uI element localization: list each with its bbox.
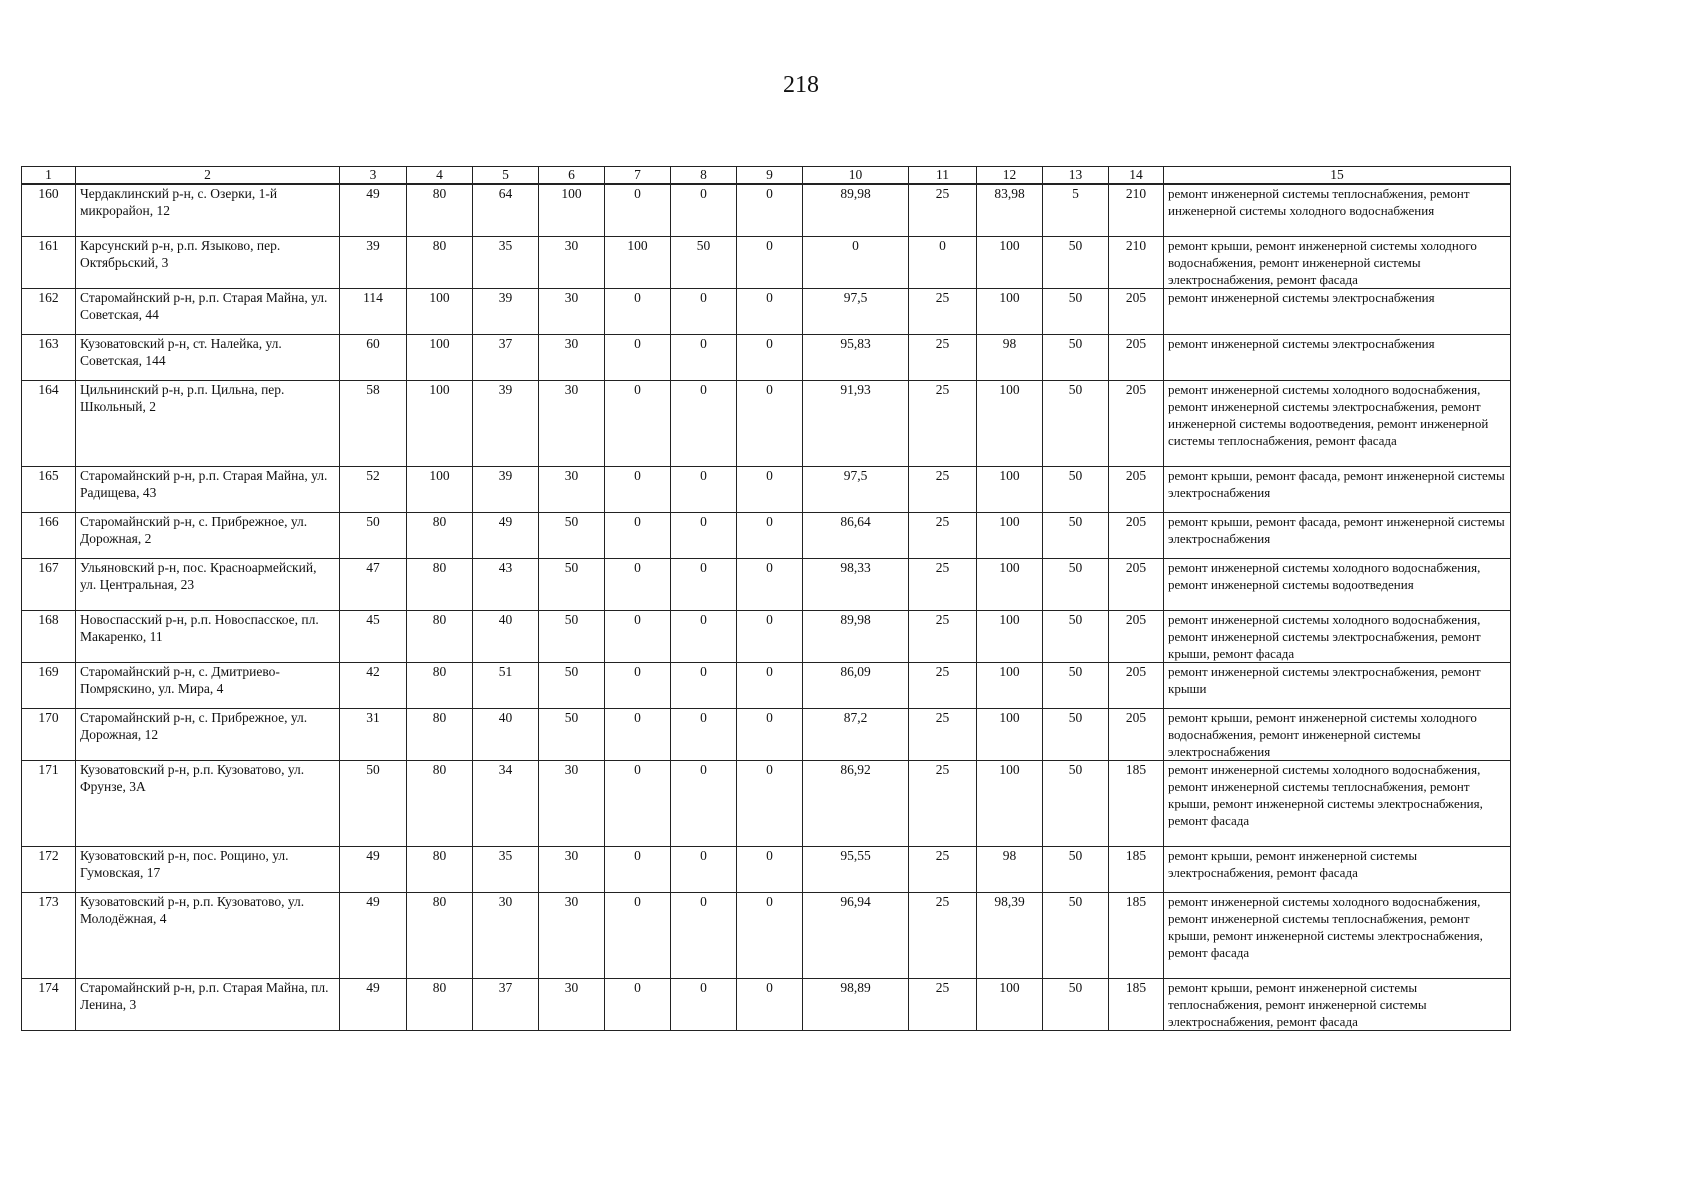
header-row: [22, 167, 1511, 185]
cell-value-c6: 30: [539, 466, 605, 512]
cell-value-c6: 30: [539, 288, 605, 334]
cell-value-c6: 50: [539, 708, 605, 760]
cell-value-c13: 50: [1043, 892, 1109, 978]
cell-value-c5: 30: [473, 892, 539, 978]
table-row: [22, 846, 1511, 892]
cell-value-c5: 34: [473, 760, 539, 846]
cell-value-c7: 100: [605, 236, 671, 288]
cell-value-c14: 205: [1109, 288, 1164, 334]
column-header-6: 6: [539, 167, 605, 185]
cell-address: Старомайнский р-н, с. Прибрежное, ул. Дорожная, 2: [76, 512, 340, 558]
cell-value-c3: 31: [340, 708, 407, 760]
table-row: [22, 288, 1511, 334]
cell-value-c5: 51: [473, 662, 539, 708]
cell-address: Старомайнский р-н, с. Дмитриево-Помряскино, ул. Мира, 4: [76, 662, 340, 708]
cell-value-c9: 0: [737, 288, 803, 334]
cell-row-number: 167: [22, 558, 76, 610]
cell-row-number: 162: [22, 288, 76, 334]
cell-value-c5: 35: [473, 846, 539, 892]
cell-value-c5: 39: [473, 466, 539, 512]
cell-value-c8: 0: [671, 708, 737, 760]
column-header-11: 11: [909, 167, 977, 185]
cell-address: Новоспасский р-н, р.п. Новоспасское, пл. Макаренко, 11: [76, 610, 340, 662]
cell-address: Старомайнский р-н, р.п. Старая Майна, ул. Радищева, 43: [76, 466, 340, 512]
cell-value-c3: 49: [340, 892, 407, 978]
cell-value-c14: 205: [1109, 334, 1164, 380]
cell-value-c6: 50: [539, 558, 605, 610]
cell-works: ремонт крыши, ремонт инженерной системы холодного водоснабжения, ремонт инженерной системы электроснабжения, ремонт фасада: [1164, 236, 1511, 288]
cell-value-c13: 50: [1043, 236, 1109, 288]
cell-value-c6: 30: [539, 380, 605, 466]
cell-value-c8: 0: [671, 760, 737, 846]
table-row: [22, 662, 1511, 708]
cell-value-c7: 0: [605, 512, 671, 558]
cell-value-c7: 0: [605, 558, 671, 610]
cell-value-c5: 49: [473, 512, 539, 558]
cell-value-c13: 50: [1043, 978, 1109, 1030]
cell-value-c8: 0: [671, 610, 737, 662]
cell-value-c11: 25: [909, 708, 977, 760]
cell-value-c12: 100: [977, 760, 1043, 846]
column-header-10: 10: [803, 167, 909, 185]
cell-value-c3: 49: [340, 978, 407, 1030]
cell-value-c3: 50: [340, 512, 407, 558]
cell-value-c10: 87,2: [803, 708, 909, 760]
cell-value-c12: 98: [977, 846, 1043, 892]
cell-value-c8: 0: [671, 466, 737, 512]
cell-value-c6: 50: [539, 610, 605, 662]
cell-value-c8: 0: [671, 334, 737, 380]
cell-value-c13: 50: [1043, 288, 1109, 334]
cell-value-c8: 0: [671, 662, 737, 708]
cell-value-c10: 86,64: [803, 512, 909, 558]
cell-value-c12: 100: [977, 662, 1043, 708]
cell-address: Цильнинский р-н, р.п. Цильна, пер. Школьный, 2: [76, 380, 340, 466]
cell-value-c8: 0: [671, 512, 737, 558]
cell-works: ремонт инженерной системы электроснабжения: [1164, 334, 1511, 380]
cell-value-c4: 80: [407, 708, 473, 760]
cell-value-c9: 0: [737, 662, 803, 708]
table-row: [22, 236, 1511, 288]
cell-works: ремонт крыши, ремонт фасада, ремонт инженерной системы электроснабжения: [1164, 512, 1511, 558]
cell-value-c14: 205: [1109, 466, 1164, 512]
cell-row-number: 161: [22, 236, 76, 288]
cell-value-c10: 89,98: [803, 184, 909, 236]
cell-value-c12: 98: [977, 334, 1043, 380]
cell-value-c10: 91,93: [803, 380, 909, 466]
cell-value-c8: 0: [671, 978, 737, 1030]
column-header-4: 4: [407, 167, 473, 185]
cell-value-c5: 39: [473, 288, 539, 334]
table-row: [22, 892, 1511, 978]
cell-works: ремонт крыши, ремонт инженерной системы холодного водоснабжения, ремонт инженерной системы электроснабжения: [1164, 708, 1511, 760]
cell-value-c11: 25: [909, 558, 977, 610]
cell-value-c6: 30: [539, 892, 605, 978]
cell-value-c10: 89,98: [803, 610, 909, 662]
cell-works: ремонт инженерной системы холодного водоснабжения, ремонт инженерной системы теплоснабжения, ремонт крыши, ремонт инженерной системы электроснабжения, ремонт фасада: [1164, 760, 1511, 846]
cell-value-c6: 30: [539, 760, 605, 846]
table-row: [22, 380, 1511, 466]
cell-works: ремонт инженерной системы холодного водоснабжения, ремонт инженерной системы электроснабжения, ремонт инженерной системы водоотведения, ремонт инженерной системы теплоснабжения, ремонт фасада: [1164, 380, 1511, 466]
cell-value-c3: 114: [340, 288, 407, 334]
cell-row-number: 160: [22, 184, 76, 236]
cell-works: ремонт инженерной системы теплоснабжения, ремонт инженерной системы холодного водоснабжения: [1164, 184, 1511, 236]
cell-value-c5: 39: [473, 380, 539, 466]
cell-row-number: 164: [22, 380, 76, 466]
cell-value-c4: 80: [407, 236, 473, 288]
column-header-15: 15: [1164, 167, 1511, 185]
cell-value-c3: 49: [340, 184, 407, 236]
cell-value-c4: 80: [407, 978, 473, 1030]
cell-value-c13: 50: [1043, 610, 1109, 662]
cell-value-c6: 50: [539, 512, 605, 558]
cell-value-c12: 100: [977, 380, 1043, 466]
cell-value-c10: 96,94: [803, 892, 909, 978]
cell-value-c14: 205: [1109, 610, 1164, 662]
cell-value-c9: 0: [737, 708, 803, 760]
cell-value-c3: 50: [340, 760, 407, 846]
cell-row-number: 170: [22, 708, 76, 760]
cell-value-c8: 0: [671, 380, 737, 466]
cell-value-c10: 97,5: [803, 288, 909, 334]
cell-value-c11: 25: [909, 380, 977, 466]
cell-value-c3: 39: [340, 236, 407, 288]
cell-value-c3: 58: [340, 380, 407, 466]
column-header-5: 5: [473, 167, 539, 185]
cell-value-c7: 0: [605, 380, 671, 466]
cell-value-c13: 50: [1043, 558, 1109, 610]
cell-address: Кузоватовский р-н, пос. Рощино, ул. Гумовская, 17: [76, 846, 340, 892]
cell-value-c3: 52: [340, 466, 407, 512]
column-header-13: 13: [1043, 167, 1109, 185]
cell-value-c8: 0: [671, 184, 737, 236]
cell-value-c4: 100: [407, 380, 473, 466]
cell-value-c7: 0: [605, 662, 671, 708]
cell-value-c10: 97,5: [803, 466, 909, 512]
cell-works: ремонт инженерной системы электроснабжения: [1164, 288, 1511, 334]
cell-works: ремонт инженерной системы электроснабжения, ремонт крыши: [1164, 662, 1511, 708]
cell-value-c13: 50: [1043, 334, 1109, 380]
cell-value-c5: 43: [473, 558, 539, 610]
cell-value-c4: 80: [407, 512, 473, 558]
cell-value-c5: 40: [473, 610, 539, 662]
cell-value-c4: 80: [407, 662, 473, 708]
cell-value-c12: 100: [977, 978, 1043, 1030]
cell-value-c7: 0: [605, 708, 671, 760]
cell-value-c3: 60: [340, 334, 407, 380]
cell-value-c14: 205: [1109, 662, 1164, 708]
column-header-12: 12: [977, 167, 1043, 185]
column-header-2: 2: [76, 167, 340, 185]
cell-row-number: 174: [22, 978, 76, 1030]
cell-value-c10: 86,92: [803, 760, 909, 846]
cell-value-c14: 205: [1109, 512, 1164, 558]
cell-value-c11: 25: [909, 512, 977, 558]
cell-value-c9: 0: [737, 236, 803, 288]
cell-value-c11: 25: [909, 662, 977, 708]
cell-value-c4: 80: [407, 892, 473, 978]
page-number: 218: [783, 72, 819, 98]
cell-address: Кузоватовский р-н, р.п. Кузоватово, ул. Фрунзе, 3А: [76, 760, 340, 846]
cell-value-c12: 100: [977, 512, 1043, 558]
table-body: [22, 184, 1511, 1030]
cell-value-c12: 100: [977, 610, 1043, 662]
cell-value-c7: 0: [605, 978, 671, 1030]
cell-value-c13: 50: [1043, 760, 1109, 846]
cell-value-c9: 0: [737, 558, 803, 610]
cell-value-c7: 0: [605, 892, 671, 978]
cell-works: ремонт крыши, ремонт инженерной системы теплоснабжения, ремонт инженерной системы электроснабжения, ремонт фасада: [1164, 978, 1511, 1030]
cell-value-c4: 80: [407, 760, 473, 846]
cell-works: ремонт инженерной системы холодного водоснабжения, ремонт инженерной системы электроснабжения, ремонт крыши, ремонт фасада: [1164, 610, 1511, 662]
cell-row-number: 165: [22, 466, 76, 512]
cell-value-c8: 0: [671, 846, 737, 892]
cell-value-c11: 25: [909, 846, 977, 892]
cell-address: Кузоватовский р-н, р.п. Кузоватово, ул. Молодёжная, 4: [76, 892, 340, 978]
cell-value-c13: 50: [1043, 708, 1109, 760]
cell-value-c12: 100: [977, 466, 1043, 512]
cell-value-c14: 210: [1109, 184, 1164, 236]
cell-value-c7: 0: [605, 760, 671, 846]
cell-value-c7: 0: [605, 184, 671, 236]
cell-address: Чердаклинский р-н, с. Озерки, 1-й микрорайон, 12: [76, 184, 340, 236]
cell-value-c6: 50: [539, 662, 605, 708]
cell-value-c3: 47: [340, 558, 407, 610]
cell-value-c4: 80: [407, 610, 473, 662]
table-row: [22, 184, 1511, 236]
cell-value-c9: 0: [737, 892, 803, 978]
cell-address: Ульяновский р-н, пос. Красноармейский, ул. Центральная, 23: [76, 558, 340, 610]
table-row: [22, 466, 1511, 512]
cell-value-c4: 100: [407, 288, 473, 334]
cell-value-c13: 50: [1043, 512, 1109, 558]
cell-value-c6: 100: [539, 184, 605, 236]
repair-program-table: [21, 166, 1511, 1031]
cell-value-c6: 30: [539, 236, 605, 288]
cell-value-c4: 80: [407, 184, 473, 236]
cell-value-c5: 40: [473, 708, 539, 760]
column-header-8: 8: [671, 167, 737, 185]
cell-value-c3: 42: [340, 662, 407, 708]
cell-value-c11: 25: [909, 978, 977, 1030]
cell-value-c10: 98,89: [803, 978, 909, 1030]
cell-value-c9: 0: [737, 466, 803, 512]
cell-value-c9: 0: [737, 184, 803, 236]
cell-value-c14: 185: [1109, 892, 1164, 978]
cell-row-number: 171: [22, 760, 76, 846]
cell-value-c6: 30: [539, 846, 605, 892]
cell-works: ремонт крыши, ремонт инженерной системы электроснабжения, ремонт фасада: [1164, 846, 1511, 892]
cell-value-c7: 0: [605, 846, 671, 892]
cell-value-c7: 0: [605, 288, 671, 334]
cell-value-c12: 100: [977, 708, 1043, 760]
cell-value-c4: 100: [407, 334, 473, 380]
cell-value-c14: 205: [1109, 708, 1164, 760]
cell-address: Старомайнский р-н, р.п. Старая Майна, ул. Советская, 44: [76, 288, 340, 334]
table-row: [22, 610, 1511, 662]
cell-value-c5: 37: [473, 978, 539, 1030]
cell-value-c14: 210: [1109, 236, 1164, 288]
cell-value-c13: 50: [1043, 662, 1109, 708]
cell-row-number: 173: [22, 892, 76, 978]
column-header-1: 1: [22, 167, 76, 185]
cell-row-number: 166: [22, 512, 76, 558]
cell-value-c14: 185: [1109, 760, 1164, 846]
cell-value-c12: 100: [977, 558, 1043, 610]
cell-value-c13: 50: [1043, 846, 1109, 892]
cell-value-c8: 50: [671, 236, 737, 288]
cell-value-c11: 25: [909, 334, 977, 380]
cell-value-c12: 98,39: [977, 892, 1043, 978]
cell-row-number: 169: [22, 662, 76, 708]
cell-value-c9: 0: [737, 610, 803, 662]
cell-row-number: 168: [22, 610, 76, 662]
cell-value-c13: 5: [1043, 184, 1109, 236]
column-header-3: 3: [340, 167, 407, 185]
cell-value-c11: 25: [909, 184, 977, 236]
cell-value-c5: 35: [473, 236, 539, 288]
cell-value-c11: 25: [909, 466, 977, 512]
column-header-7: 7: [605, 167, 671, 185]
cell-address: Карсунский р-н, р.п. Языково, пер. Октябрьский, 3: [76, 236, 340, 288]
cell-value-c3: 45: [340, 610, 407, 662]
cell-works: ремонт крыши, ремонт фасада, ремонт инженерной системы электроснабжения: [1164, 466, 1511, 512]
cell-address: Старомайнский р-н, с. Прибрежное, ул. Дорожная, 12: [76, 708, 340, 760]
column-header-14: 14: [1109, 167, 1164, 185]
cell-address: Старомайнский р-н, р.п. Старая Майна, пл. Ленина, 3: [76, 978, 340, 1030]
cell-value-c9: 0: [737, 512, 803, 558]
cell-value-c14: 205: [1109, 380, 1164, 466]
cell-value-c8: 0: [671, 288, 737, 334]
cell-value-c7: 0: [605, 610, 671, 662]
cell-value-c11: 25: [909, 760, 977, 846]
cell-value-c11: 25: [909, 288, 977, 334]
cell-value-c8: 0: [671, 892, 737, 978]
cell-value-c7: 0: [605, 334, 671, 380]
cell-value-c9: 0: [737, 978, 803, 1030]
cell-value-c7: 0: [605, 466, 671, 512]
cell-row-number: 172: [22, 846, 76, 892]
cell-value-c11: 25: [909, 892, 977, 978]
cell-value-c14: 205: [1109, 558, 1164, 610]
cell-value-c4: 80: [407, 558, 473, 610]
cell-works: ремонт инженерной системы холодного водоснабжения, ремонт инженерной системы водоотведения: [1164, 558, 1511, 610]
cell-value-c14: 185: [1109, 846, 1164, 892]
cell-value-c5: 64: [473, 184, 539, 236]
cell-value-c12: 83,98: [977, 184, 1043, 236]
cell-value-c11: 25: [909, 610, 977, 662]
table-row: [22, 334, 1511, 380]
cell-row-number: 163: [22, 334, 76, 380]
table-row: [22, 978, 1511, 1030]
cell-value-c5: 37: [473, 334, 539, 380]
cell-value-c12: 100: [977, 288, 1043, 334]
cell-address: Кузоватовский р-н, ст. Налейка, ул. Советская, 144: [76, 334, 340, 380]
column-header-9: 9: [737, 167, 803, 185]
cell-value-c4: 100: [407, 466, 473, 512]
cell-value-c10: 98,33: [803, 558, 909, 610]
cell-value-c11: 0: [909, 236, 977, 288]
cell-value-c9: 0: [737, 380, 803, 466]
cell-value-c10: 0: [803, 236, 909, 288]
cell-value-c6: 30: [539, 334, 605, 380]
cell-value-c13: 50: [1043, 380, 1109, 466]
table-row: [22, 512, 1511, 558]
table-row: [22, 760, 1511, 846]
cell-value-c10: 95,83: [803, 334, 909, 380]
cell-value-c3: 49: [340, 846, 407, 892]
cell-value-c4: 80: [407, 846, 473, 892]
cell-value-c10: 95,55: [803, 846, 909, 892]
cell-value-c9: 0: [737, 846, 803, 892]
cell-value-c9: 0: [737, 760, 803, 846]
cell-value-c9: 0: [737, 334, 803, 380]
cell-works: ремонт инженерной системы холодного водоснабжения, ремонт инженерной системы теплоснабжения, ремонт крыши, ремонт инженерной системы электроснабжения, ремонт фасада: [1164, 892, 1511, 978]
cell-value-c8: 0: [671, 558, 737, 610]
table-row: [22, 558, 1511, 610]
cell-value-c6: 30: [539, 978, 605, 1030]
cell-value-c12: 100: [977, 236, 1043, 288]
cell-value-c10: 86,09: [803, 662, 909, 708]
cell-value-c14: 185: [1109, 978, 1164, 1030]
table-row: [22, 708, 1511, 760]
cell-value-c13: 50: [1043, 466, 1109, 512]
